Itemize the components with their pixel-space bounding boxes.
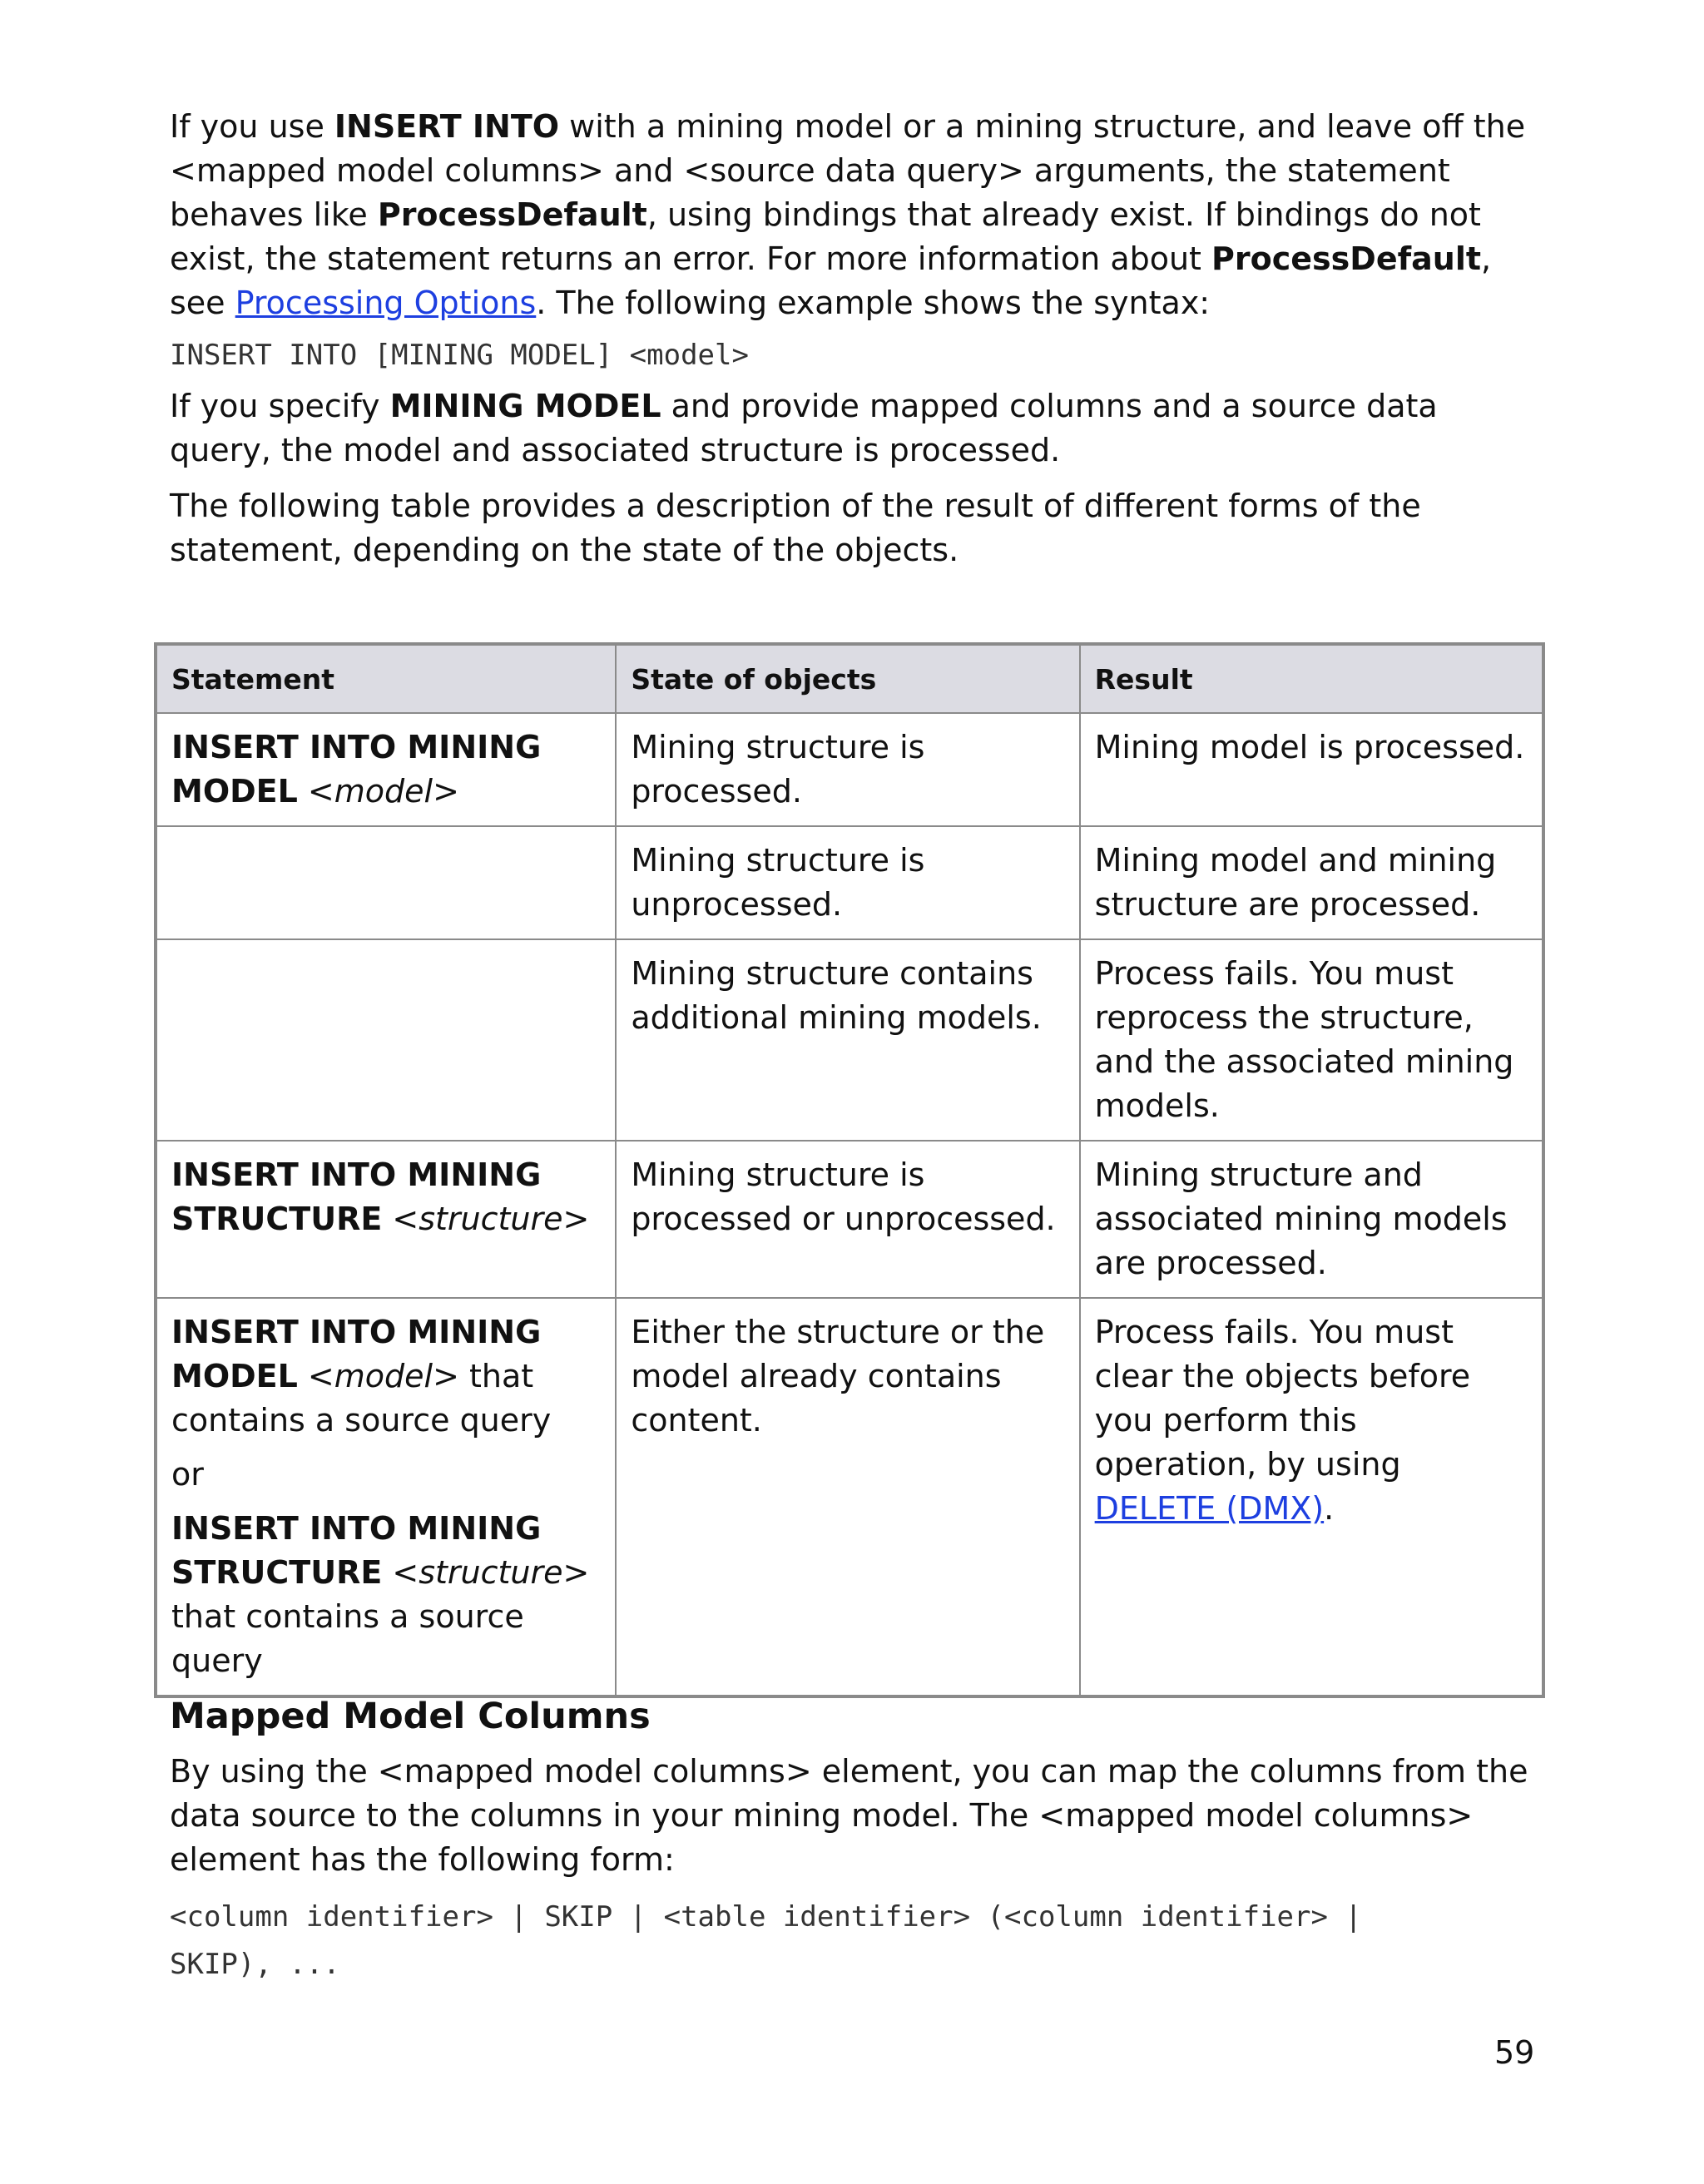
result-cell: Mining model is processed. (1080, 713, 1543, 826)
statement-cell (156, 939, 616, 1141)
processing-options-link[interactable]: Processing Options (235, 285, 537, 321)
result-cell: Process fails. You must clear the objects before you perform this operation, by using DELETE (DMX). (1080, 1298, 1543, 1696)
state-cell: Either the structure or the model already contains content. (616, 1298, 1079, 1696)
intro-paragraph-1: If you use INSERT INTO with a mining model or a mining structure, and leave off the <mapped model columns> and <source data query> arguments, the statement behaves like ProcessDefault, using bindings that already exist. If bindings do not exist, the statement returns an error. For more information about ProcessDefault, see Processing Options. The following example shows the syntax: (170, 108, 1526, 321)
mapped-columns-section (170, 1693, 1534, 1988)
state-cell: Mining structure is processed. (616, 713, 1079, 826)
result-cell: Mining model and mining structure are processed. (1080, 826, 1543, 939)
statement-cell: INSERT INTO MINING MODEL <model> that contains a source query or INSERT INTO MINING STRUCTURE <structure> that contains a source query (156, 1298, 616, 1696)
intro-paragraph-3: The following table provides a description of the result of different forms of the statement, depending on the state of the objects. (170, 488, 1421, 568)
syntax-code-example: INSERT INTO [MINING MODEL] <model> (170, 339, 749, 372)
header-statement: Statement (156, 644, 616, 713)
table-row (156, 1141, 1543, 1298)
result-cell: Mining structure and associated mining models are processed. (1080, 1141, 1543, 1298)
table-header-row (156, 644, 1543, 713)
section-heading: Mapped Model Columns (170, 1696, 651, 1737)
header-result: Result (1080, 644, 1543, 713)
statement-cell: INSERT INTO MINING MODEL <model> (156, 713, 616, 826)
delete-dmx-link[interactable]: DELETE (DMX) (1094, 1490, 1325, 1527)
table-row (156, 713, 1543, 826)
intro-section (170, 105, 1534, 584)
state-cell: Mining structure is unprocessed. (616, 826, 1079, 939)
intro-paragraph-2: If you specify MINING MODEL and provide mapped columns and a source data query, the model and associated structure is processed. (170, 388, 1438, 468)
statement-cell: INSERT INTO MINING STRUCTURE <structure> (156, 1141, 616, 1298)
table-row (156, 826, 1543, 939)
statement-cell (156, 826, 616, 939)
result-cell: Process fails. You must reprocess the structure, and the associated mining models. (1080, 939, 1543, 1141)
page-number: 59 (1494, 2034, 1535, 2071)
table-row (156, 1298, 1543, 1696)
mapped-code-block: <column identifier> | SKIP | <table identifier> (<column identifier> | SKIP), ... (170, 1900, 1362, 1981)
mapped-paragraph: By using the <mapped model columns> element, you can map the columns from the data source to the columns in your mining model. The <mapped model columns> element has the following form: (170, 1753, 1528, 1878)
table-row (156, 939, 1543, 1141)
state-cell: Mining structure is processed or unprocessed. (616, 1141, 1079, 1298)
state-cell: Mining structure contains additional mining models. (616, 939, 1079, 1141)
results-table (154, 642, 1545, 1698)
header-state: State of objects (616, 644, 1079, 713)
